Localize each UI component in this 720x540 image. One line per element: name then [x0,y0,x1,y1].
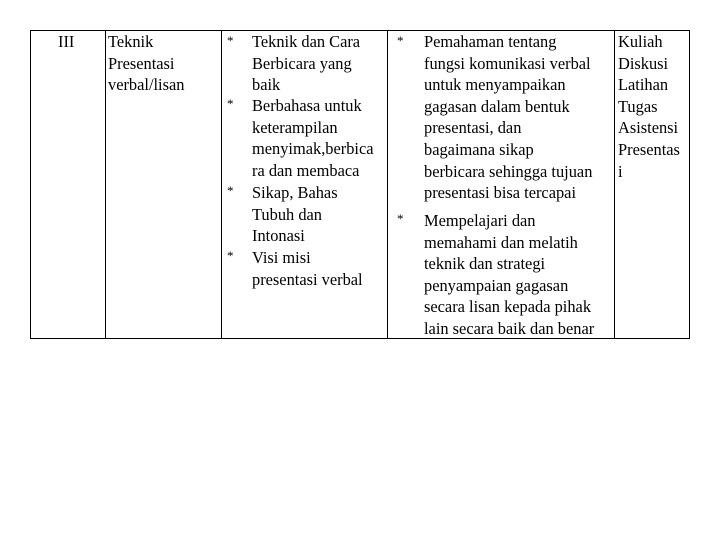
column-divider [387,31,388,338]
bullet-marker: * [227,33,234,48]
objective-item: Mempelajari dan memahami dan melatih teknik dan strategi penyampaian gagasan secara lisan kepada pihak lain secara baik dan benar [424,211,595,338]
bullet-marker: * [227,248,234,263]
column-divider [221,31,222,338]
bullet-marker: * [397,33,404,48]
content-item: Visi misi presentasi verbal [252,248,363,289]
bullet-marker: * [397,211,404,226]
content-item: Berbahasa untuk keterampilan menyimak,berbica ra dan membaca [252,96,374,180]
bullet-marker: * [227,183,234,198]
column-divider [105,31,106,338]
column-divider [614,31,615,338]
objective-item: Pemahaman tentang fungsi komunikasi verbal untuk menyampaikan gagasan dalam bentuk presentasi, dan bagaimana sikap berbicara sehingga tujuan presentasi bisa tercapai [424,32,593,203]
bullet-marker: * [227,96,234,111]
methods-cell: Kuliah Diskusi Latihan Tugas Asistensi Presentas i [618,32,680,181]
topic-cell: Teknik Presentasi verbal/lisan [108,32,185,95]
content-item: Teknik dan Cara Berbicara yang baik [252,32,361,95]
content-item: Sikap, Bahas Tubuh dan Intonasi [252,183,338,246]
row-number: III [58,32,75,51]
